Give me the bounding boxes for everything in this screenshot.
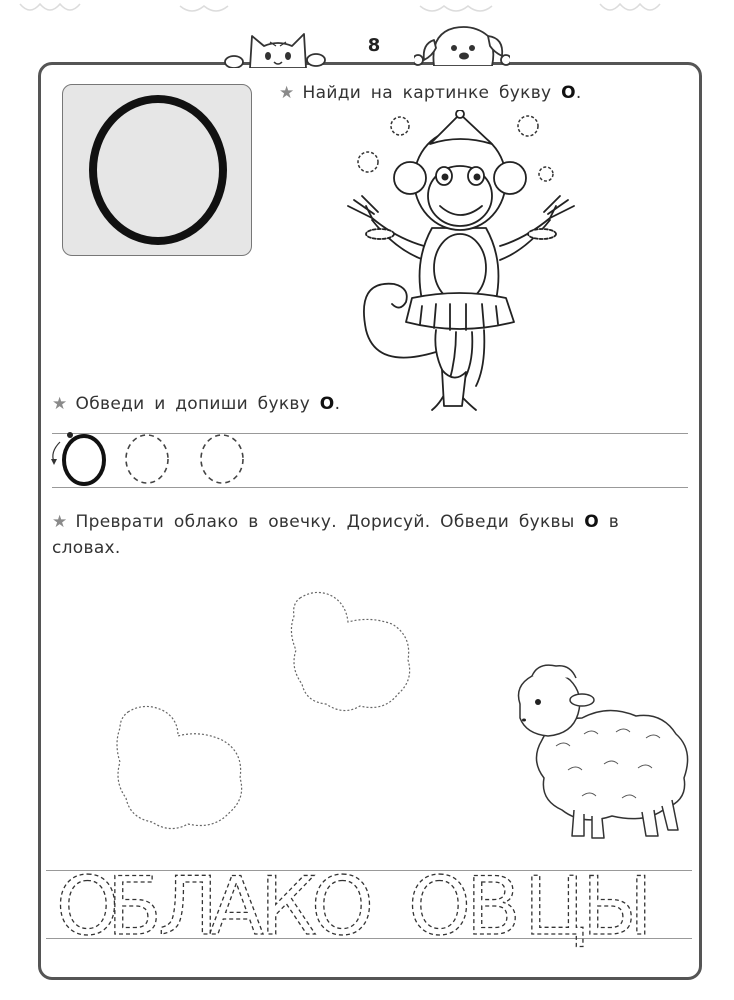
cloud-icon [108, 700, 248, 836]
instruction-trace-letter: ★ Обведи и допиши букву О. [52, 394, 341, 414]
trace-letter: О [408, 864, 471, 953]
sheep-icon [512, 660, 694, 850]
star-icon: ★ [52, 512, 68, 532]
featured-letter-card [62, 84, 252, 256]
trace-letter: О [311, 864, 374, 953]
trace-letter: Ц [524, 864, 587, 953]
star-icon: ★ [279, 83, 295, 103]
top-decoration [0, 0, 734, 24]
instruction-cloud-sheep: ★ Преврати облако в овечку. Дорисуй. Обведи буквы О в словах. [52, 512, 620, 558]
cat-icon [222, 24, 326, 68]
trace-letter: В [466, 864, 521, 953]
cloud-icon [280, 588, 416, 718]
highlight-letter: О [584, 512, 600, 532]
page-number: 8 [356, 34, 392, 58]
instruction-find-letter: ★ Найди на картинке букву О. [279, 83, 582, 103]
star-icon: ★ [52, 394, 68, 414]
trace-letter: Л [158, 864, 219, 953]
featured-letter-o [62, 84, 252, 256]
trace-letter: А [209, 864, 264, 953]
trace-letter: Ы [582, 864, 653, 953]
trace-letter: О [56, 864, 119, 953]
trace-letters-row [46, 428, 266, 490]
trace-letter: К [260, 864, 317, 953]
trace-words [46, 864, 692, 964]
highlight-letter: О [561, 83, 576, 103]
highlight-letter: О [319, 394, 335, 414]
dog-icon [414, 20, 510, 66]
monkey-icon [336, 110, 586, 426]
trace-letter: Б [107, 864, 162, 953]
